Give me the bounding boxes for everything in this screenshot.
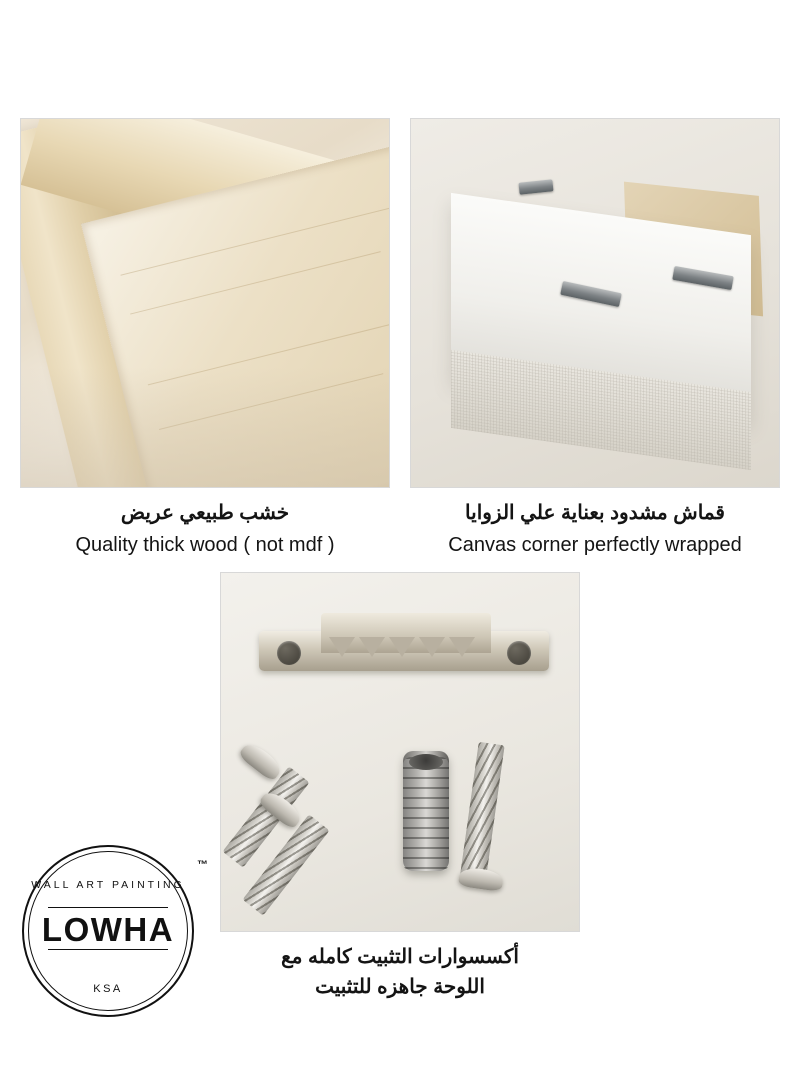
canvas-corner-photo bbox=[410, 118, 780, 488]
caption-hardware-arabic-line2: اللوحة جاهزه للتثبيت bbox=[315, 976, 485, 998]
feature-wood bbox=[20, 118, 390, 560]
logo-region: KSA bbox=[93, 983, 123, 995]
wood-frame-photo bbox=[20, 118, 390, 488]
logo-tagline: WALL ART PAINTING bbox=[31, 879, 185, 891]
caption-wood-english: Quality thick wood ( not mdf ) bbox=[75, 534, 335, 556]
logo-trademark: ™ bbox=[197, 859, 208, 871]
caption-wood bbox=[20, 498, 390, 560]
hanging-hardware-photo bbox=[220, 572, 580, 932]
feature-hardware bbox=[220, 572, 580, 1002]
caption-canvas bbox=[410, 498, 780, 560]
caption-canvas-arabic: قماش مشدود بعناية علي الزوايا bbox=[465, 502, 725, 524]
caption-wood-arabic: خشب طبيعي عريض bbox=[120, 502, 290, 524]
logo-rule-bottom bbox=[48, 949, 168, 950]
feature-row bbox=[20, 118, 780, 560]
caption-hardware-arabic-line1: أكسسوارات التثبيت كامله مع bbox=[281, 946, 519, 968]
wood-table-shadow bbox=[21, 367, 389, 487]
logo-rule-top bbox=[48, 907, 168, 908]
caption-canvas-english: Canvas corner perfectly wrapped bbox=[448, 534, 742, 556]
caption-hardware bbox=[220, 942, 580, 1002]
brand-logo bbox=[22, 845, 208, 1017]
feature-canvas bbox=[410, 118, 780, 560]
logo-brand-name: LOWHA bbox=[41, 911, 175, 948]
sawtooth-hanger-icon bbox=[259, 613, 549, 683]
wall-anchor-icon bbox=[403, 751, 449, 871]
